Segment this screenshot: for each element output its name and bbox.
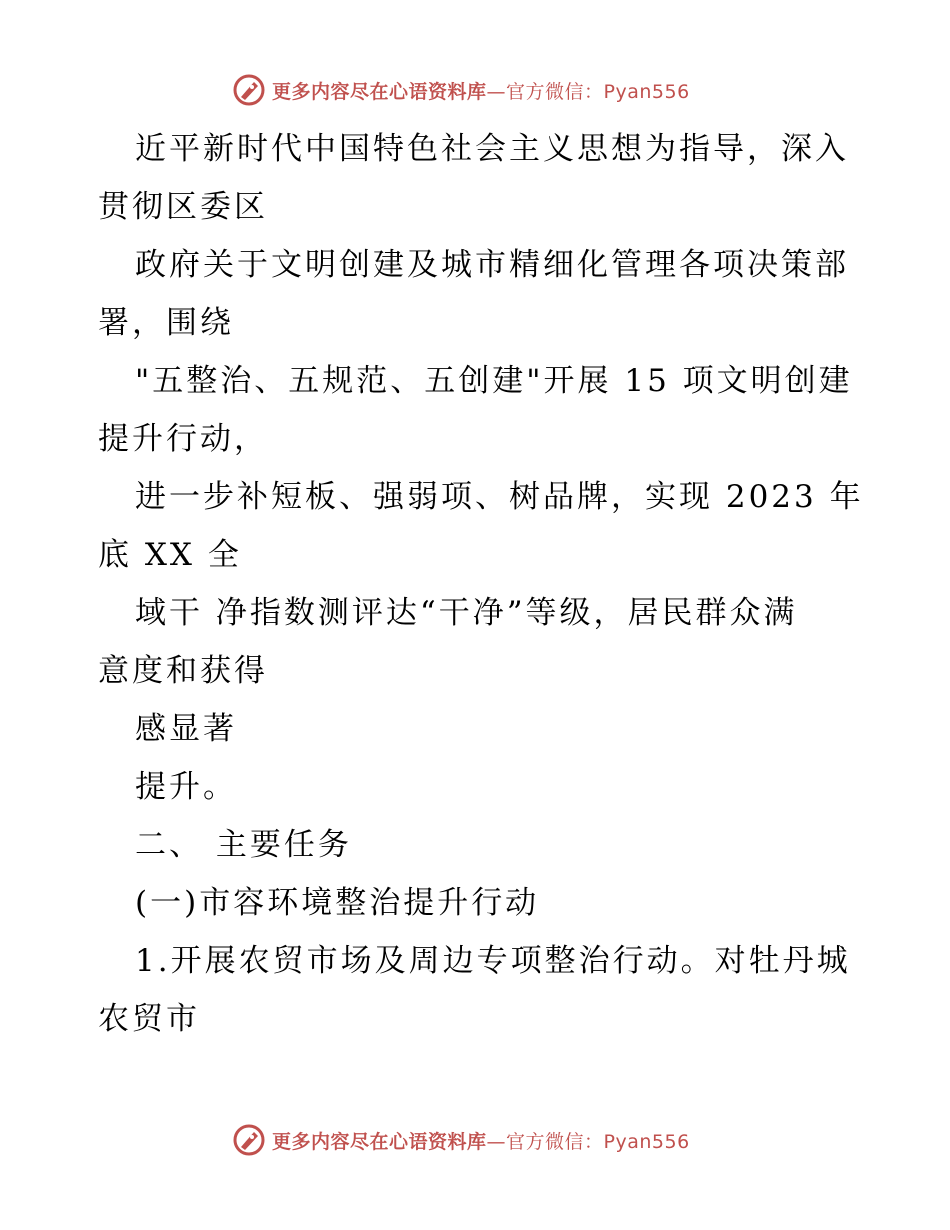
watermark-text: 更多内容尽在心语资料库—官方微信：Pyan556 [272, 80, 690, 103]
text-line: 提升。 [135, 769, 237, 805]
text-line: 农贸市 [98, 1001, 200, 1037]
text-line: 意度和获得 [98, 653, 268, 689]
text-line: 域干 净指数测评达“干净”等级，居民群众满 [135, 595, 798, 631]
pen-nib-circle-icon [232, 1123, 266, 1157]
pen-nib-circle-icon [232, 73, 266, 107]
text-line: 贯彻区委区 [98, 189, 268, 225]
body-text [98, 120, 864, 1048]
header-watermark [232, 72, 690, 108]
section-heading: 二、 主要任务 [135, 827, 352, 863]
text-line: "五整治、五规范、五创建"开展 15 项文明创建 [135, 363, 853, 399]
text-line: 1.开展农贸市场及周边专项整治行动。对牡丹城 [135, 943, 851, 979]
text-line: 感显著 [135, 711, 237, 747]
text-line: 政府关于文明创建及城市精细化管理各项决策部 [135, 247, 849, 283]
footer-watermark [232, 1122, 690, 1158]
text-line: 近平新时代中国特色社会主义思想为指导，深入 [135, 131, 849, 167]
watermark-text: 更多内容尽在心语资料库—官方微信：Pyan556 [272, 1130, 690, 1153]
subsection-heading: (一)市容环境整治提升行动 [135, 885, 540, 921]
text-line: 底 XX 全 [98, 537, 242, 573]
text-line: 进一步补短板、强弱项、树品牌，实现 2023 年 [135, 479, 864, 515]
text-line: 署，围绕 [98, 305, 234, 341]
text-line: 提升行动， [98, 421, 268, 457]
